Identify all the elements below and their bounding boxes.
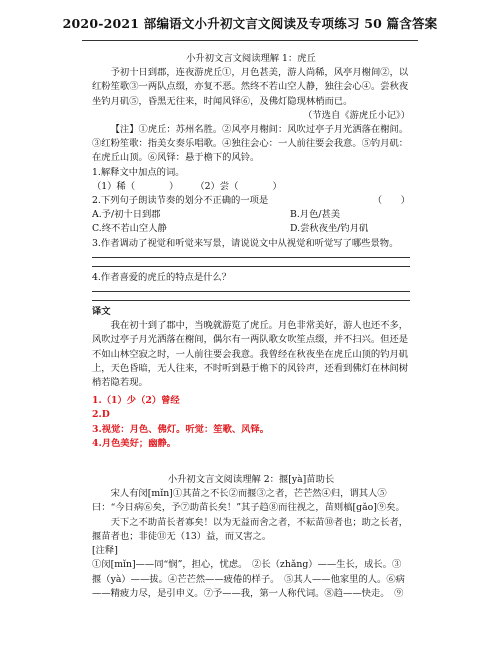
footnote-mark: ① (222, 67, 232, 79)
passage2-text: 宋人有闵[mǐn]①其苗之不长②而揠③之者，芒芒然④归，谓其人⑤曰：“今日病⑥矣，予⑦助苗长矣！”其子趋⑧而往视之，苗则槁[gǎo]⑨矣。 (92, 488, 405, 514)
question-2-options-cd (92, 222, 410, 236)
passage1-text-seg: ，月色甚美，游人尚稀，风亭月榭间 (231, 67, 381, 79)
question-1: 1.解释文中加点的词。 (92, 166, 185, 178)
question-1b-close: ） (272, 180, 282, 192)
document-title: 2020-2021 部编语文小升初文言文阅读及专项练习 50 篇含答案 (62, 16, 438, 31)
answer-line[interactable] (92, 291, 410, 292)
title-divider (82, 40, 418, 41)
answer-line[interactable] (92, 257, 410, 258)
question-3: 3.作者调动了视觉和听觉来写景，请说说文中从视觉和听觉写了哪些景物。 (92, 237, 399, 249)
passage2-notes-label: [注释] (92, 545, 118, 557)
passage1-text-seg: ，及佛灯隐现林梢而已。 (250, 95, 353, 107)
passage1-text (92, 66, 410, 109)
answer-1: 1.（1）少（2）曾经 (92, 395, 180, 407)
answer-3: 3.视觉：月色、佛灯。听觉：笙歌、风铎。 (92, 423, 270, 435)
question-1-blanks (92, 180, 410, 194)
question-1b: （2）尝（ (199, 180, 239, 192)
question-1a: （1）稀（ (92, 180, 136, 192)
option-d: D.尝秋夜坐/钓月矶 (290, 223, 369, 235)
passage1-source: （节选自《游虎丘小记》） (303, 109, 410, 121)
option-a: A.予/初十日到郡 (92, 209, 161, 221)
question-2-text: 2.下列句子朗读节奏的划分不正确的一项是 (92, 195, 269, 207)
question-1a-close: ） (169, 180, 179, 192)
answer-line[interactable] (92, 266, 410, 267)
question-2-options-ab (92, 208, 410, 222)
passage1-notes (92, 123, 410, 166)
footnote-mark: ④ (361, 81, 371, 93)
passage1-heading: 小升初文言文阅读理解 1：虎丘 (186, 53, 316, 64)
footnote-mark: ⑥ (240, 95, 251, 107)
option-b: B.月色/甚美 (290, 209, 341, 221)
passage1-text-seg: ，昏黑无往来，时闻风铎 (138, 95, 241, 107)
question-2 (92, 194, 410, 208)
notes-label: 【注】 (110, 124, 139, 136)
option-c: C.终不若山空人静 (92, 223, 167, 235)
answer-line[interactable] (92, 300, 410, 301)
footnote-mark: ⑤ (129, 95, 139, 107)
passage1-text-seg: ，以红粉笙歌 (92, 67, 409, 93)
translation-text: 我在初十到了郡中，当晚就游览了虎丘。月色非常美好，游人也还不多，风吹过亭子月光洒落在榭间，偶尔有一两队歌女吹笙点缀，并不扫兴。但还是不如山林空寂之时，一人前往要会我意。我曾经在秋夜坐在虎丘山顶的钓月矶上，天色昏暗，无人往来，不时听到悬于檐下的风铃声，还看到佛灯在林间树梢若隐若现。 (92, 320, 409, 389)
document-body (92, 52, 410, 601)
passage2-notes: ①闵[mǐn]——同“悯”，担心，忧虑。 ②长（zhǎng）——生长，成长。③揠（yà）——拔。④芒芒然——疲倦的样子。 ⑤其人——他家里的人。⑥病——精疲力尽，是引申义。⑦予——我，第一人称代词。⑧趋——快走。 ⑨ (92, 559, 405, 599)
passage2-text2: 天下之不助苗长者寡矣！以为无益而舍之者，不耘苗⑩者也；助之长者，揠苗者也；非徒⑪无（13）益，而又害之。 (92, 516, 409, 542)
passage2-heading: 小升初文言文阅读理解 2：揠[yà]苗助长 (167, 474, 335, 486)
answer-4: 4.月色美好；幽静。 (92, 437, 177, 449)
question-4: 4.作者喜爱的虎丘的特点是什么？ (92, 271, 232, 283)
answer-2: 2.D (92, 409, 110, 421)
passage1-text-seg: 。尝秋夜坐钓月矶 (92, 81, 409, 107)
passage1-text-seg: 予初十日到郡，连夜游虎丘 (110, 67, 223, 79)
footnote-mark: ② (380, 67, 390, 79)
passage1-text-seg: 一两队点缀，亦复不恶。然终不若山空人静，独往会心 (138, 81, 362, 93)
translation-label: 译文 (92, 306, 111, 318)
footnote-mark: ③ (129, 81, 139, 93)
notes-text: ①虎丘：苏州名胜。②风亭月榭间：风吹过亭子月光洒落在榭间。③红粉笙歌：指美女奏乐唱歌。④独往会心：一人前往要会我意。⑤钓月矶：在虎丘山顶。⑥风铎：悬于檐下的风铃。 (92, 124, 409, 164)
question-2-answer-box[interactable]: （ ） (372, 195, 410, 207)
